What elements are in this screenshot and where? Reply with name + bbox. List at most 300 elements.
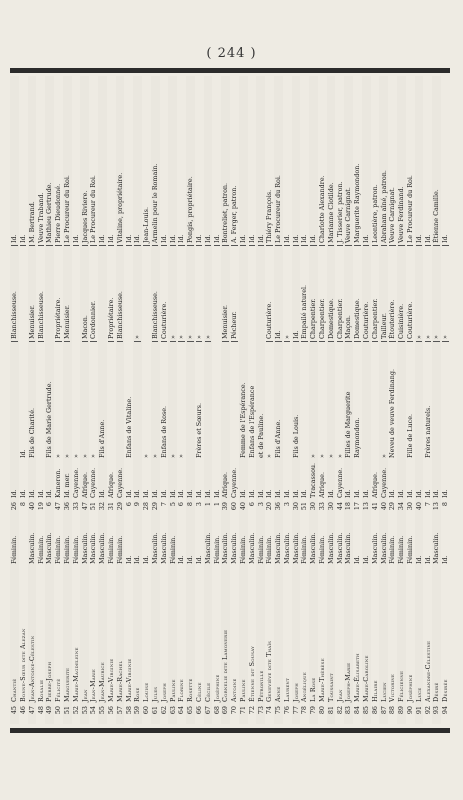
origin-cell: Id. xyxy=(362,489,371,498)
observation-cell: Id. xyxy=(73,76,79,246)
age-cell: 13 xyxy=(432,502,441,511)
entry-number-cell: 73 xyxy=(256,706,265,715)
observation-cell: Id. xyxy=(205,76,211,246)
register-row xyxy=(327,76,336,724)
entry-number-cell: 90 xyxy=(406,706,415,715)
profession-cell: » xyxy=(442,246,448,342)
age-cell: 40 xyxy=(379,502,388,511)
entry-number-cell: 57 xyxy=(115,706,124,715)
register-row xyxy=(283,76,292,724)
register-row xyxy=(133,76,142,724)
register-row xyxy=(397,76,406,724)
age-cell: 30 xyxy=(309,502,318,511)
origin-cell: Id. xyxy=(98,489,107,498)
profession-cell: Blanchisseuse. xyxy=(11,246,17,342)
observation-cell: Id. xyxy=(134,76,140,246)
entry-number-cell: 68 xyxy=(212,706,221,715)
observation-cell: Bontreliet, patron. xyxy=(222,76,228,246)
person-name-cell: Alexandre-Célestine xyxy=(423,640,432,702)
entry-number-cell: 52 xyxy=(71,706,80,715)
sex-cell: Masculin. xyxy=(203,532,212,564)
profession-cell: Pécheur. xyxy=(231,246,237,342)
observation-cell: A. Ferger, patron. xyxy=(231,76,237,246)
register-row xyxy=(371,76,380,724)
origin-cell: Id. xyxy=(168,489,177,498)
register-row xyxy=(116,76,125,724)
entry-number-cell: 66 xyxy=(194,706,203,715)
origin-cell: Id. xyxy=(256,489,265,498)
person-name-cell: Cécile xyxy=(203,682,212,702)
origin-cell: Id. xyxy=(212,489,221,498)
age-cell: 26 xyxy=(10,502,19,511)
register-row xyxy=(195,76,204,724)
person-name-cell: Pétronille xyxy=(256,670,265,702)
sex-cell: Féminin. xyxy=(318,535,327,564)
register-row xyxy=(151,76,160,724)
age-cell: 33 xyxy=(71,502,80,511)
sex-cell: Féminin. xyxy=(106,535,115,564)
register-table xyxy=(10,76,450,724)
register-row xyxy=(45,76,54,724)
age-cell: 33 xyxy=(318,502,327,511)
filiation-cell: » xyxy=(142,454,151,458)
register-row xyxy=(230,76,239,724)
entry-number-cell: 58 xyxy=(124,706,133,715)
sex-cell: Féminin. xyxy=(115,535,124,564)
sex-cell: Masculin. xyxy=(344,532,353,564)
origin-cell: Id. xyxy=(282,489,291,498)
entry-number-cell: 50 xyxy=(54,706,63,715)
profession-cell: Charpentier. xyxy=(337,246,343,342)
origin-cell: Cayenne. xyxy=(335,467,344,498)
age-cell: 31 xyxy=(106,502,115,511)
profession-cell: Blanchisseuse. xyxy=(152,246,158,342)
person-name-cell: Louise xyxy=(142,682,151,702)
origin-cell: Afrique. xyxy=(370,472,379,498)
sex-cell: Féminin. xyxy=(388,535,397,564)
origin-cell: Id. xyxy=(133,489,142,498)
age-cell: 6 xyxy=(45,502,54,507)
register-row xyxy=(28,76,37,724)
age-cell: 29 xyxy=(150,502,159,511)
entry-number-cell: 47 xyxy=(27,706,36,715)
sex-cell: Féminin. xyxy=(36,535,45,564)
observation-cell: Marguerite Raymondon. xyxy=(354,76,360,246)
register-row xyxy=(107,76,116,724)
profession-cell: Couturière. xyxy=(266,246,272,342)
filiation-cell: » xyxy=(54,454,63,458)
entry-number-cell: 60 xyxy=(142,706,151,715)
filiation-cell: Id. xyxy=(18,449,27,458)
register-row xyxy=(72,76,81,724)
profession-cell: Propriétaire. xyxy=(108,246,114,342)
profession-cell: Id. xyxy=(275,246,281,342)
origin-cell: Id. xyxy=(27,489,36,498)
age-cell: 36 xyxy=(62,502,71,511)
sex-cell: Id. xyxy=(423,555,432,564)
filiation-cell: Frères naturels. xyxy=(423,405,432,458)
register-row xyxy=(300,76,309,724)
sex-cell: Féminin. xyxy=(238,535,247,564)
sex-cell: Masculin. xyxy=(45,532,54,564)
register-row xyxy=(432,76,441,724)
origin-cell: Id. xyxy=(18,489,27,498)
filiation-cell: Enfans de Vitaline. xyxy=(124,396,133,458)
filiation-cell: » xyxy=(177,454,186,458)
entry-number-cell: 53 xyxy=(80,706,89,715)
sex-cell: Masculin. xyxy=(159,532,168,564)
observation-cell: Abraham aîné, patron. xyxy=(381,76,387,246)
origin-cell: Id. xyxy=(291,489,300,498)
origin-cell: Id. xyxy=(353,489,362,498)
profession-cell: Menuisier. xyxy=(222,246,228,342)
age-cell: 8 xyxy=(18,502,27,507)
profession-cell: Propriétaire. xyxy=(55,246,61,342)
observation-cell: Id. xyxy=(99,76,105,246)
origin-cell: Id. xyxy=(177,489,186,498)
sex-cell: Id. xyxy=(362,555,371,564)
observation-cell: Vitaline, propriétaire. xyxy=(117,76,123,246)
observation-cell: Id. xyxy=(20,76,26,246)
origin-cell: Id. xyxy=(36,489,45,498)
register-row xyxy=(186,76,195,724)
age-cell: 60 xyxy=(230,502,239,511)
observation-cell: J. Tisserier, patron. xyxy=(337,76,343,246)
filiation-cell: Femme de l'Espérance. xyxy=(238,382,247,458)
entry-number-cell: 45 xyxy=(10,706,19,715)
person-name-cell: Luce xyxy=(414,687,423,702)
sex-cell: Masculin. xyxy=(98,532,107,564)
entry-number-cell: 91 xyxy=(414,706,423,715)
origin-cell: Id. xyxy=(238,489,247,498)
entry-number-cell: 65 xyxy=(186,706,195,715)
filiation-cell: » xyxy=(71,454,80,458)
origin-cell: Afrique. xyxy=(221,472,230,498)
sex-cell: Masculin. xyxy=(27,532,36,564)
profession-cell: Tailleur. xyxy=(381,246,387,342)
person-name-cell: Marie-Rachel xyxy=(115,660,124,702)
entry-number-cell: 76 xyxy=(282,706,291,715)
observation-cell: Le Procureur du Roi. xyxy=(64,76,70,246)
register-row xyxy=(19,76,28,724)
person-name-cell: Jean-Marie xyxy=(89,669,98,702)
observation-cell: M. Bertrand. xyxy=(29,76,35,246)
origin-cell: Id. xyxy=(344,489,353,498)
age-cell: 47 xyxy=(80,502,89,511)
origin-cell: Id. xyxy=(326,489,335,498)
observation-cell: Le Procureur du Roi. xyxy=(90,76,96,246)
sex-cell: Masculin. xyxy=(309,532,318,564)
origin-cell: Cayenne. xyxy=(230,467,239,498)
observation-cell: Étienne Camille. xyxy=(433,76,439,246)
age-cell: 6 xyxy=(124,502,133,507)
age-cell: 6 xyxy=(177,502,186,507)
observation-cell: Id. xyxy=(196,76,202,246)
entry-number-cell: 48 xyxy=(36,706,45,715)
age-cell: 51 xyxy=(300,502,309,511)
age-cell: 18 xyxy=(344,502,353,511)
person-name-cell: Jean xyxy=(335,689,344,702)
entry-number-cell: 92 xyxy=(423,706,432,715)
observation-cell: Id. xyxy=(178,76,184,246)
person-name-cell: Rose xyxy=(133,687,142,702)
age-cell: 3 xyxy=(282,502,291,507)
profession-cell: » xyxy=(416,246,422,342)
origin-cell: Kaneron. xyxy=(54,468,63,498)
sex-cell: Masculin. xyxy=(80,532,89,564)
origin-cell: Id. xyxy=(388,489,397,498)
register-row xyxy=(124,76,133,724)
top-rule xyxy=(10,68,450,73)
origin-cell: Id. xyxy=(265,489,274,498)
sex-cell: Féminin. xyxy=(397,535,406,564)
person-name-cell: Bonne-Sœur dite Alezan xyxy=(18,628,27,702)
entry-number-cell: 75 xyxy=(274,706,283,715)
entry-number-cell: 78 xyxy=(300,706,309,715)
observation-cell: Veuve Carnignat. xyxy=(345,76,351,246)
origin-cell: Id. xyxy=(45,489,54,498)
person-name-cell: Toussaint xyxy=(326,673,335,702)
entry-number-cell: 88 xyxy=(388,706,397,715)
person-name-cell: Florine xyxy=(177,679,186,702)
age-cell: 1 xyxy=(212,502,221,507)
observation-cell: Jacques Riviere. xyxy=(82,76,88,246)
register-row xyxy=(160,76,169,724)
profession-cell: » xyxy=(205,246,211,342)
sex-cell: Masculin. xyxy=(291,532,300,564)
register-row xyxy=(318,76,327,724)
register-row xyxy=(292,76,301,724)
entry-number-cell: 67 xyxy=(203,706,212,715)
filiation-cell: Fils de Louis. xyxy=(291,414,300,458)
entry-number-cell: 62 xyxy=(159,706,168,715)
register-row xyxy=(239,76,248,724)
entry-number-cell: 69 xyxy=(221,706,230,715)
profession-cell: » xyxy=(134,246,140,342)
entry-number-cell: 84 xyxy=(353,706,362,715)
person-name-cell: Joseph xyxy=(159,683,168,702)
filiation-cell: » xyxy=(80,454,89,458)
profession-cell: Domestique. xyxy=(328,246,334,342)
sex-cell: Id. xyxy=(441,555,450,564)
observation-cell: Le Procureur du Roi. xyxy=(407,76,413,246)
age-cell: 3 xyxy=(256,502,265,507)
entry-number-cell: 72 xyxy=(247,706,256,715)
profession-cell: Macon. xyxy=(82,246,88,342)
observation-cell: Jean-Louis. xyxy=(143,76,149,246)
age-cell: 40 xyxy=(238,502,247,511)
origin-cell: Id. xyxy=(414,489,423,498)
observation-cell: Mathieu Gertrude. xyxy=(46,76,52,246)
entry-number-cell: 80 xyxy=(318,706,327,715)
profession-cell: Couturière. xyxy=(161,246,167,342)
register-row xyxy=(379,76,388,724)
profession-cell: » xyxy=(178,246,184,342)
filiation-cell: » xyxy=(150,454,159,458)
observation-cell: Pierre Dieudonné. xyxy=(55,76,61,246)
age-cell: 13 xyxy=(362,502,371,511)
profession-cell: Cordonnier. xyxy=(90,246,96,342)
person-name-cell: Marie-Caroline xyxy=(362,655,371,702)
observation-cell: Marianne Clotilde. xyxy=(328,76,334,246)
origin-cell: Cayenne. xyxy=(115,467,124,498)
sex-cell: Masculin. xyxy=(335,532,344,564)
origin-cell: Id. xyxy=(194,489,203,498)
observation-cell: Id. xyxy=(258,76,264,246)
profession-cell: Id. xyxy=(293,246,299,342)
register-row xyxy=(221,76,230,724)
age-cell: 30 xyxy=(291,502,300,511)
age-cell: 7 xyxy=(159,502,168,507)
age-cell: 47 xyxy=(54,502,63,511)
sex-cell: Id. xyxy=(133,555,142,564)
filiation-cell: » xyxy=(335,454,344,458)
profession-cell: Charpentier. xyxy=(310,246,316,342)
profession-cell: » xyxy=(187,246,193,342)
age-cell: 17 xyxy=(353,502,362,511)
register-row xyxy=(423,76,432,724)
observation-cell: Id. xyxy=(310,76,316,246)
person-name-cell: Désirée xyxy=(441,679,450,702)
person-name-cell: Laurent xyxy=(282,677,291,702)
age-cell: 8 xyxy=(186,502,195,507)
profession-cell: Couturière. xyxy=(363,246,369,342)
register-row xyxy=(10,76,19,724)
observation-cell: Id. xyxy=(442,76,448,246)
rotated-register xyxy=(10,76,450,724)
sex-cell: Id. xyxy=(353,555,362,564)
person-name-cell: La Rose xyxy=(309,677,318,702)
age-cell: 44 xyxy=(335,502,344,511)
origin-cell: Id. xyxy=(142,489,151,498)
age-cell: 5 xyxy=(168,502,177,507)
origin-cell: Id. mer. xyxy=(62,473,71,498)
observation-cell: Id. xyxy=(416,76,422,246)
age-cell: 1 xyxy=(203,502,212,507)
sex-cell: Féminin. xyxy=(265,535,274,564)
age-cell: 29 xyxy=(388,502,397,511)
entry-number-cell: 70 xyxy=(230,706,239,715)
profession-cell: » xyxy=(170,246,176,342)
sex-cell: Masculin. xyxy=(247,532,256,564)
entry-number-cell: 94 xyxy=(441,706,450,715)
observation-cell: Armelin pour le Romain. xyxy=(152,76,158,246)
sex-cell: Id. xyxy=(142,555,151,564)
origin-cell: Tracassou. xyxy=(309,462,318,498)
register-row xyxy=(36,76,45,724)
person-name-cell: Lucien xyxy=(379,682,388,702)
sex-cell: Masculin. xyxy=(221,532,230,564)
observation-cell: Id. xyxy=(214,76,220,246)
sex-cell: Id. xyxy=(177,555,186,564)
profession-cell: Maçon. xyxy=(345,246,351,342)
register-table-frame xyxy=(10,76,450,724)
observation-cell: Id. xyxy=(11,76,17,246)
age-cell: 8 xyxy=(441,502,450,507)
entry-number-cell: 46 xyxy=(18,706,27,715)
profession-cell: Couturière. xyxy=(407,246,413,342)
filiation-cell: Fils de Charité. xyxy=(27,407,36,458)
observation-cell: Veuve Carnignat. xyxy=(389,76,395,246)
person-name-cell: Marie-Virginie xyxy=(124,658,133,702)
person-name-cell: Marie-Élisabeth xyxy=(353,653,362,702)
origin-cell: Id. xyxy=(203,489,212,498)
entry-number-cell: 82 xyxy=(335,706,344,715)
person-name-cell: Félicité xyxy=(54,678,63,702)
filiation-cell: Fils de Marie Gertrude. xyxy=(45,381,54,458)
observation-cell: Id. xyxy=(293,76,299,246)
sex-cell: Masculin. xyxy=(150,532,159,564)
sex-cell: Féminin. xyxy=(406,535,415,564)
profession-cell: Charpentier. xyxy=(372,246,378,342)
origin-cell: Id. xyxy=(397,489,406,498)
register-row xyxy=(274,76,283,724)
register-row xyxy=(142,76,151,724)
observation-cell: Veuve Ferdinand. xyxy=(398,76,404,246)
profession-cell: » xyxy=(433,246,439,342)
profession-cell: » xyxy=(196,246,202,342)
sex-cell: Masculin. xyxy=(432,532,441,564)
person-name-cell: Désiré xyxy=(432,682,441,702)
sex-cell: Masculin. xyxy=(379,532,388,564)
person-name-cell: Rosalie xyxy=(36,679,45,702)
entry-number-cell: 86 xyxy=(370,706,379,715)
sex-cell: Féminin. xyxy=(10,535,19,564)
register-row xyxy=(248,76,257,724)
profession-cell: Blanchisseuse. xyxy=(117,246,123,342)
observation-cell: Id. xyxy=(249,76,255,246)
sex-cell: Masculin. xyxy=(326,532,335,564)
entry-number-cell: 71 xyxy=(238,706,247,715)
person-name-cell: Jean-Maurice xyxy=(98,662,107,702)
origin-cell: Id. xyxy=(441,489,450,498)
age-cell: 6 xyxy=(247,502,256,507)
register-row xyxy=(256,76,265,724)
entry-number-cell: 49 xyxy=(45,706,54,715)
person-name-cell: Marie-Thérèse xyxy=(318,658,327,702)
person-name-cell: Céline xyxy=(194,682,203,702)
register-row xyxy=(388,76,397,724)
filiation-cell: » xyxy=(168,454,177,458)
filiation-cell: Enfans de Rose. xyxy=(159,405,168,458)
person-name-cell: Angélique xyxy=(300,672,309,702)
person-name-cell: Chantié xyxy=(10,678,19,702)
person-name-cell: Joséphine xyxy=(406,674,415,702)
profession-cell: Menuisier. xyxy=(29,246,35,342)
entry-number-cell: 85 xyxy=(362,706,371,715)
entry-number-cell: 87 xyxy=(379,706,388,715)
sex-cell: Masculin. xyxy=(230,532,239,564)
register-row xyxy=(168,76,177,724)
sex-cell: Féminin. xyxy=(300,535,309,564)
age-cell: 28 xyxy=(142,502,151,511)
register-row xyxy=(177,76,186,724)
entry-number-cell: 59 xyxy=(133,706,142,715)
profession-cell: Domestique. xyxy=(354,246,360,342)
filiation-cell: et de Pauline. xyxy=(256,413,265,458)
filiation-cell: Fils d'Anne. xyxy=(98,419,107,458)
filiation-cell: Raymondon. xyxy=(353,417,362,458)
register-row xyxy=(54,76,63,724)
filiation-cell: Fille de Luce. xyxy=(406,413,415,458)
age-cell: 19 xyxy=(36,502,45,511)
observation-cell: Veuve Traband. xyxy=(38,76,44,246)
register-row xyxy=(441,76,450,724)
register-row xyxy=(362,76,371,724)
register-row xyxy=(89,76,98,724)
origin-cell: Id. xyxy=(150,489,159,498)
bottom-rule xyxy=(10,728,450,733)
